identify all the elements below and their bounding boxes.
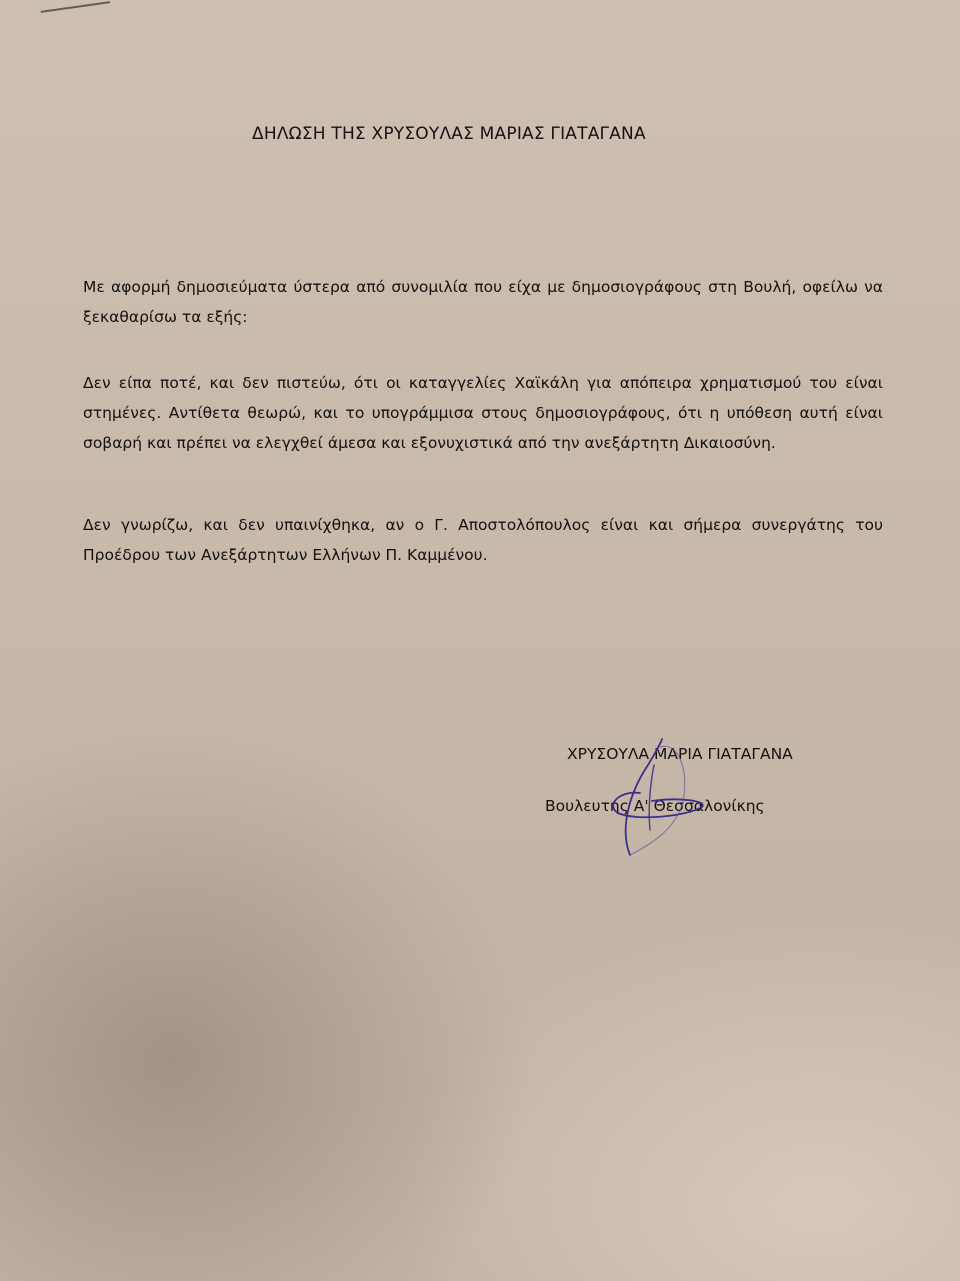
- paragraph-1: Με αφορμή δημοσιεύματα ύστερα από συνομιλία που είχα με δημοσιογράφους στη Βουλή, οφείλω να ξεκαθαρίσω τα εξής:: [83, 278, 883, 326]
- handwritten-signature-icon: [590, 735, 720, 865]
- paragraph-2: Δεν είπα ποτέ, και δεν πιστεύω, ότι οι καταγγελίες Χαϊκάλη για απόπειρα χρηματισμού του είναι στημένες. Αντίθετα θεωρώ, και το υπογράμμισα στους δημοσιογράφους, ότι η υπόθεση αυτή είναι σοβαρή και πρέπει να ελεγχθεί άμεσα και εξονυχιστικά από την ανεξάρτητη Δικαιοσύνη.: [83, 374, 883, 452]
- paper-edge-mark: [40, 0, 110, 13]
- document-title: ΔΗΛΩΣΗ ΤΗΣ ΧΡΥΣΟΥΛΑΣ ΜΑΡΙΑΣ ΓΙΑΤΑΓΑΝΑ: [252, 124, 646, 144]
- paragraph-3: Δεν γνωρίζω, και δεν υπαινίχθηκα, αν ο Γ. Αποστολόπουλος είναι και σήμερα συνεργάτης του Προέδρου των Ανεξάρτητων Ελλήνων Π. Καμμένου.: [83, 516, 883, 564]
- signatory-name: ΧΡΥΣΟΥΛΑ ΜΑΡΙΑ ΓΙΑΤΑΓΑΝΑ: [567, 745, 793, 763]
- signatory-role: Βουλευτής Α' Θεσσαλονίκης: [545, 797, 765, 815]
